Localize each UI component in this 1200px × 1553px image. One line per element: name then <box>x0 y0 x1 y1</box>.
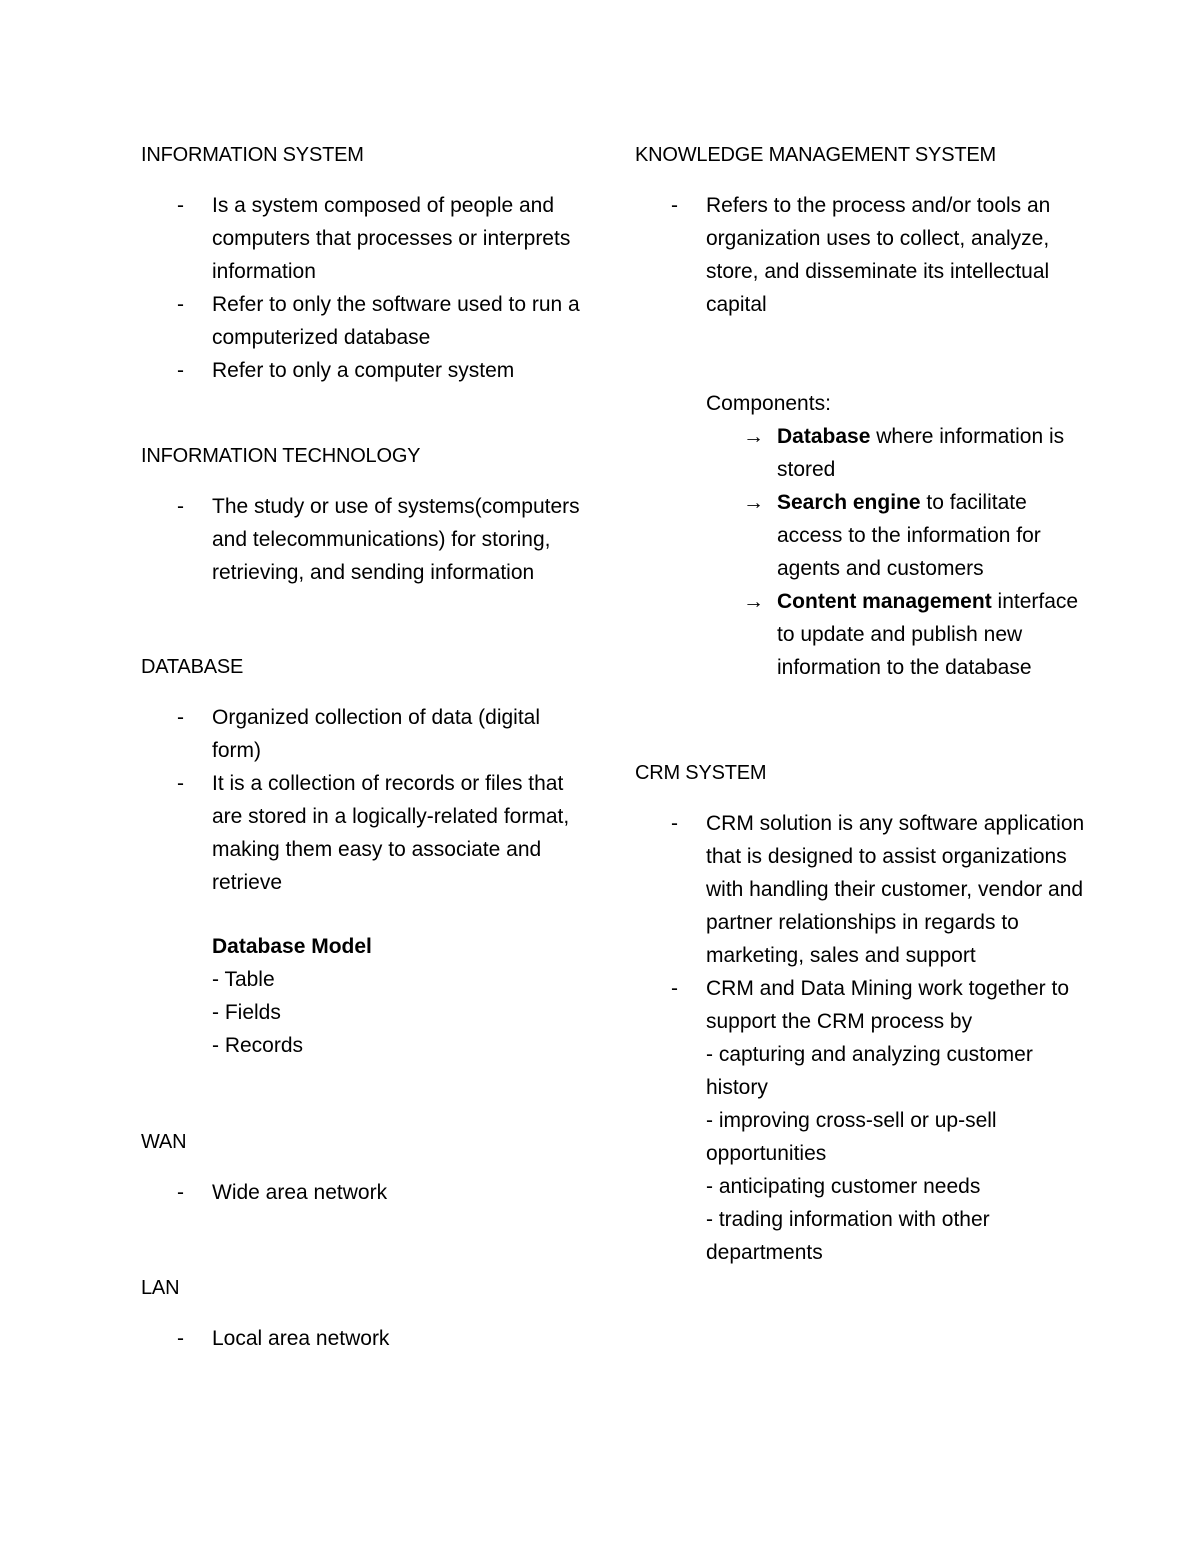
database-model-item: - Records <box>212 1034 304 1057</box>
information-system-section <box>141 139 581 387</box>
crm-sub-item: - capturing and analyzing customer history <box>706 1043 1033 1099</box>
component-term: Database <box>777 425 871 448</box>
dash-bullet: - <box>177 194 184 217</box>
component-desc: to facilitate access to the information for agents and customers <box>777 491 1041 580</box>
crm-sub-item: - trading information with other departments <box>706 1208 990 1264</box>
dash-bullet: - <box>671 812 678 835</box>
database-model-item: - Table <box>212 968 275 991</box>
arrow-right-icon: → <box>743 425 764 448</box>
crm-section <box>635 757 1085 1269</box>
components-label: Components: <box>706 392 831 415</box>
bullet-list <box>635 807 1085 1038</box>
component-desc: interface to update and publish new information to the database <box>777 590 1079 679</box>
left-column <box>141 139 581 1355</box>
list-item: - The study or use of systems(computers and telecommunications) for storing, retrieving, and sending information <box>141 490 581 589</box>
component-term: Search engine <box>777 491 921 514</box>
database-section <box>141 651 581 1062</box>
list-item: - Refers to the process and/or tools an organization uses to collect, analyze, store, and disseminate its intellectual capital <box>635 189 1085 321</box>
right-column <box>635 139 1085 1269</box>
dash-bullet: - <box>671 194 678 217</box>
dash-bullet: - <box>177 706 184 729</box>
wan-section <box>141 1126 581 1209</box>
bullet-list <box>141 701 581 899</box>
section-heading: DATABASE <box>141 656 244 678</box>
arrow-right-icon: → <box>743 590 764 613</box>
component-desc: where information is stored <box>777 425 1065 481</box>
arrow-right-icon: → <box>743 491 764 514</box>
dash-bullet: - <box>177 495 184 518</box>
knowledge-management-section <box>635 139 1085 684</box>
list-item: - CRM solution is any software application that is designed to assist organizations with handling their customer, vendor and partner relationships in regards to marketing, sales and support <box>635 807 1085 972</box>
component-term: Content management <box>777 590 992 613</box>
list-item: - Wide area network <box>141 1176 581 1209</box>
bullet-list <box>141 189 581 387</box>
dash-bullet: - <box>177 1181 184 1204</box>
list-item: - Is a system composed of people and computers that processes or interprets information <box>141 189 581 288</box>
section-heading: KNOWLEDGE MANAGEMENT SYSTEM <box>635 144 996 166</box>
section-heading: INFORMATION SYSTEM <box>141 144 364 166</box>
dash-bullet: - <box>177 1327 184 1350</box>
section-heading: WAN <box>141 1131 187 1153</box>
crm-sub-item: - improving cross-sell or up-sell opportunities <box>706 1109 997 1165</box>
section-heading: LAN <box>141 1277 180 1299</box>
bullet-list <box>141 490 581 589</box>
bullet-list <box>141 1176 581 1209</box>
list-item: - Organized collection of data (digital form) <box>141 701 581 767</box>
list-item: - Refer to only a computer system <box>141 354 581 387</box>
database-model-item: - Fields <box>212 1001 281 1024</box>
bullet-list <box>141 1322 581 1355</box>
information-technology-section <box>141 440 581 589</box>
crm-sub-item: - anticipating customer needs <box>706 1175 981 1198</box>
components-list <box>635 420 1085 684</box>
component-item <box>635 585 1085 684</box>
list-item: - Refer to only the software used to run a computerized database <box>141 288 581 354</box>
dash-bullet: - <box>177 293 184 316</box>
list-item: - CRM and Data Mining work together to support the CRM process by <box>635 972 1085 1038</box>
dash-bullet: - <box>671 977 678 1000</box>
list-item: - Local area network <box>141 1322 581 1355</box>
component-item <box>635 486 1085 585</box>
list-item: - It is a collection of records or files that are stored in a logically-related format, making them easy to associate and retrieve <box>141 767 581 899</box>
section-heading: INFORMATION TECHNOLOGY <box>141 445 421 467</box>
lan-section <box>141 1272 581 1355</box>
dash-bullet: - <box>177 359 184 382</box>
section-heading: CRM SYSTEM <box>635 762 767 784</box>
dash-bullet: - <box>177 772 184 795</box>
bullet-list <box>635 189 1085 321</box>
database-model-title: Database Model <box>212 935 372 958</box>
component-item <box>635 420 1085 486</box>
